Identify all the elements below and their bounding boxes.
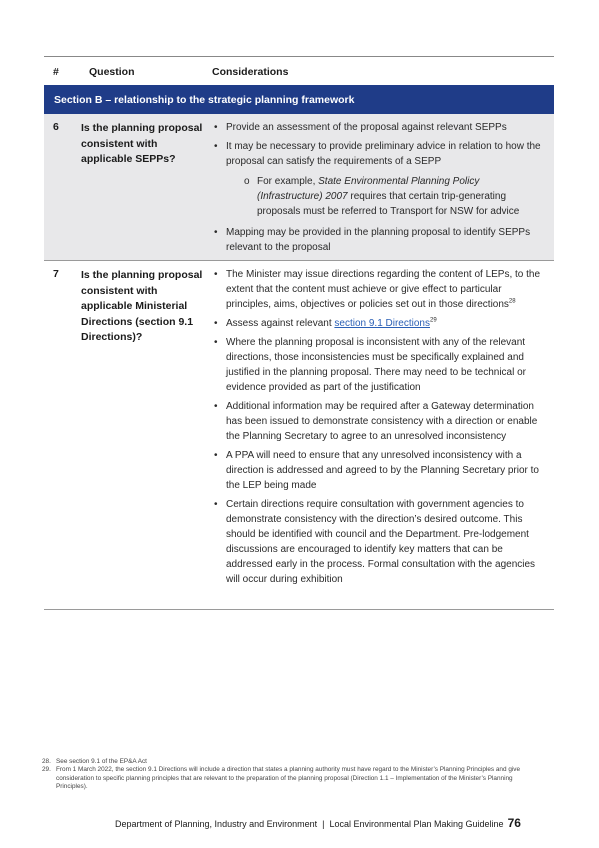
bullet-icon: • (214, 337, 218, 348)
header-number: # (53, 66, 59, 78)
header-considerations: Considerations (212, 66, 289, 78)
row-considerations (214, 120, 544, 259)
item-text: Mapping may be provided in the planning proposal to identify SEPPs relevant to the proposal (226, 227, 531, 253)
item-text: A PPA will need to ensure that any unresolved inconsistency with a direction is addressed and agreed to by the Planning Secretary prior to the LEP being made (226, 450, 539, 491)
sub-item-prefix: For example, (257, 176, 319, 187)
considerations-table (44, 56, 554, 610)
list-item (214, 316, 544, 331)
sub-item-policy-title: State Environmental Planning Policy (Infrastructure) 2007 (257, 176, 480, 202)
bullet-icon: • (214, 318, 218, 329)
bullet-icon: • (214, 227, 218, 238)
list-item (214, 335, 544, 395)
footnote-ref: 28 (508, 298, 516, 305)
footnotes (42, 758, 542, 792)
list-item (214, 399, 544, 444)
section-heading: Section B – relationship to the strategic planning framework (44, 85, 554, 114)
directions-link[interactable]: section 9.1 Directions (334, 318, 430, 329)
bullet-icon: • (214, 269, 218, 280)
footnote-number: 28. (42, 758, 51, 765)
row-number: 6 (53, 121, 59, 133)
item-text: Where the planning proposal is inconsistent with any of the relevant directions, those inconsistencies must be specifically explained and justified in the planning proposal. There may need to be technical or evidence provided as part of the justification (226, 337, 527, 393)
list-item (214, 139, 544, 169)
list-item (214, 267, 544, 312)
list-item (214, 225, 544, 255)
bullet-icon: • (214, 401, 218, 412)
bullet-icon: • (214, 141, 218, 152)
bullet-icon: • (214, 450, 218, 461)
sub-item-suffix: requires that certain trip-generating proposals must be referred to Transport for NSW for advice (257, 191, 520, 217)
bullet-icon: • (214, 122, 218, 133)
row-considerations (214, 267, 544, 591)
footnote-number: 29. (42, 766, 51, 774)
item-text: Assess against relevant (226, 318, 335, 329)
list-item (214, 448, 544, 493)
circle-bullet-icon: o (244, 176, 250, 187)
footnote-ref: 29 (430, 317, 437, 324)
sub-list-item (214, 174, 544, 219)
row-question: Is the planning proposal consistent with applicable SEPPs? (81, 122, 203, 165)
item-text: Provide an assessment of the proposal against relevant SEPPs (226, 122, 507, 133)
item-text: It may be necessary to provide preliminary advice in relation to how the proposal can satisfy the requirements of a SEPP (226, 141, 541, 167)
item-text: Additional information may be required after a Gateway determination has been issued to demonstrate consistency with a direction or enable the Planning Secretary to agree to an unresolved inconsistency (226, 401, 538, 442)
footnote (42, 758, 542, 766)
page-number: 76 (507, 816, 521, 830)
item-text: Certain directions require consultation with government agencies to demonstrate consistency with the direction’s desired outcome. This should be identified with council and the Department. Pre-lodgement discussions are encouraged to identify key matters that can be addressed early in the process. Formal consultation with the agencies will occur during exhibition (226, 499, 536, 585)
list-item (214, 497, 544, 587)
footnote (42, 766, 542, 791)
page-footer (115, 816, 555, 830)
footer-title: Department of Planning, Industry and Environment | Local Environmental Plan Making Guideline (115, 819, 504, 829)
footnote-text: See section 9.1 of the EP&A Act (56, 758, 147, 765)
footnote-text: From 1 March 2022, the section 9.1 Directions will include a direction that states a planning authority must have regard to the Minister’s Planning Principles and give consideration to specific planning principles that are relevant to the preparation of the planning proposal (Direction 1.1 – Implementation of the Minister’s Planning Principles). (56, 766, 521, 791)
header-question: Question (89, 66, 135, 78)
item-text: The Minister may issue directions regarding the content of LEPs, to the extent that the content must achieve or give effect to particular principles, aims, objectives or policies set out in those directions (226, 269, 541, 310)
row-question: Is the planning proposal consistent with applicable Ministerial Directions (section 9.1 Directions)? (81, 269, 203, 343)
table-row (44, 114, 554, 261)
table-header-row (44, 57, 554, 85)
row-number: 7 (53, 268, 59, 280)
table-row (44, 261, 554, 610)
bullet-icon: • (214, 499, 218, 510)
list-item (214, 120, 544, 135)
